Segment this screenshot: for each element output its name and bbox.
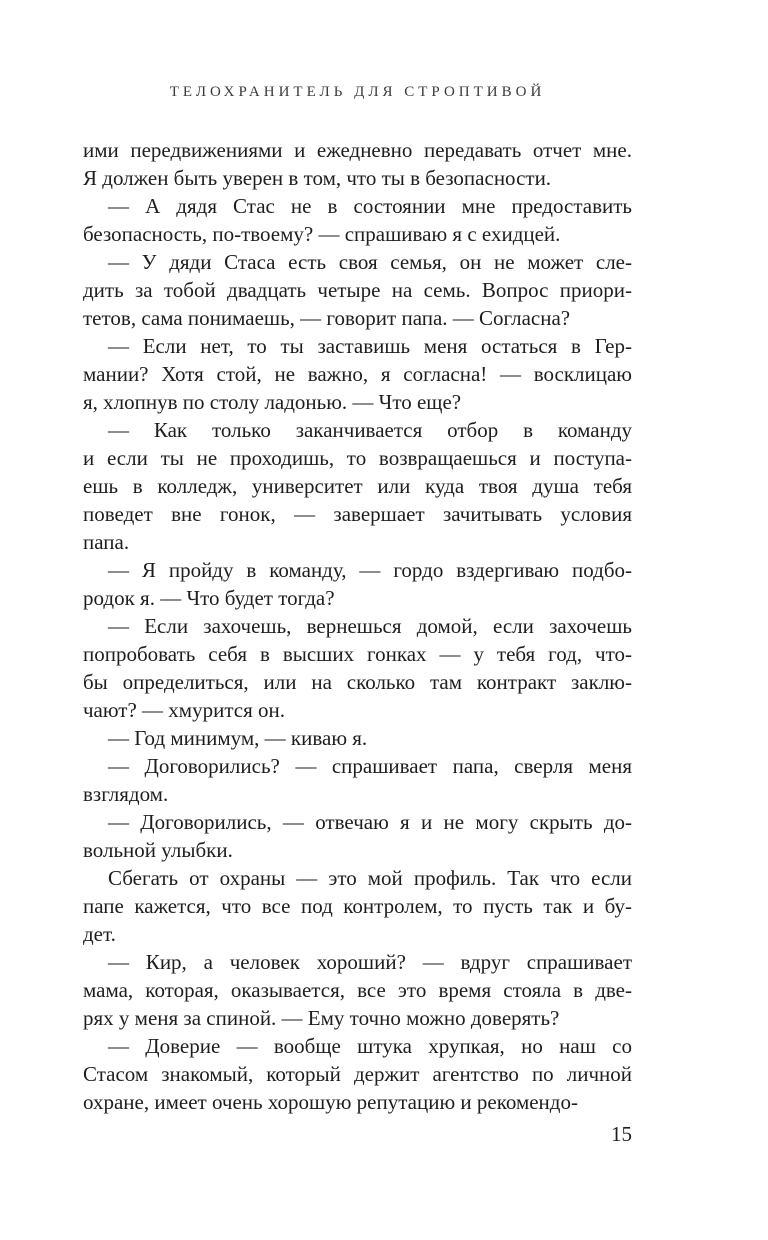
text-line: — Доверие — вообще штука хрупкая, но наш со (108, 1034, 632, 1058)
text-line: бы определиться, или на сколько там контракт заклю- (83, 670, 632, 694)
text-line: тетов, сама понимаешь, — говорит папа. — Согласна? (83, 306, 571, 330)
text-line: мании? Хотя стой, не важно, я согласна! — восклицаю (83, 362, 632, 386)
text-line: родок я. — Что будет тогда? (83, 586, 335, 610)
text-line: охране, имеет очень хорошую репутацию и рекомендо- (83, 1090, 578, 1114)
text-line: поведет вне гонок, — завершает зачитывать условия (83, 502, 632, 526)
text-line: папе кажется, что все под контролем, то пусть так и бу- (83, 894, 632, 918)
running-head: ТЕЛОХРАНИТЕЛЬ ДЛЯ СТРОПТИВОЙ (169, 84, 546, 100)
text-line: — Кир, а человек хороший? — вдруг спрашивает (108, 950, 632, 974)
text-line: дет. (83, 922, 116, 946)
page-number: 15 (611, 1122, 632, 1146)
text-line: безопасность, по-твоему? — спрашиваю я с ехидцей. (83, 222, 561, 246)
text-line: Я должен быть уверен в том, что ты в безопасности. (83, 166, 552, 190)
text-line: — Если нет, то ты заставишь меня остаться в Гер- (108, 334, 632, 358)
text-line: мама, которая, оказывается, все это время стояла в две- (83, 978, 632, 1002)
text-line: я, хлопнув по столу ладонью. — Что еще? (83, 390, 462, 414)
text-line: — А дядя Стас не в состоянии мне предоставить (108, 194, 632, 218)
page-body (83, 136, 632, 1116)
text-line: — Как только заканчивается отбор в команду (108, 418, 632, 442)
text-line: чают? — хмурится он. (83, 698, 285, 722)
text-line: и если ты не проходишь, то возвращаешься и поступа- (83, 446, 632, 470)
text-line: взглядом. (83, 782, 169, 806)
text-line: — У дяди Стаса есть своя семья, он не может сле- (108, 250, 632, 274)
text-line: — Договорились, — отвечаю я и не могу скрыть до- (108, 810, 632, 834)
text-line: — Я пройду в команду, — гордо вздергиваю подбо- (108, 558, 632, 582)
text-line: ими передвижениями и ежедневно передавать отчет мне. (83, 138, 632, 162)
text-line: папа. (83, 530, 130, 554)
text-line: вольной улыбки. (83, 838, 233, 862)
text-line: рях у меня за спиной. — Ему точно можно доверять? (83, 1006, 560, 1030)
text-line: — Год минимум, — киваю я. (108, 726, 368, 750)
text-line: ешь в колледж, университет или куда твоя душа тебя (83, 474, 632, 498)
text-line: Сбегать от охраны — это мой профиль. Так что если (108, 866, 632, 890)
text-line: попробовать себя в высших гонках — у тебя год, что- (83, 642, 632, 666)
text-line: — Договорились? — спрашивает папа, сверля меня (108, 754, 632, 778)
text-line: Стасом знакомый, который держит агентство по личной (83, 1062, 632, 1086)
text-line: — Если захочешь, вернешься домой, если захочешь (108, 614, 632, 638)
text-line: дить за тобой двадцать четыре на семь. Вопрос приори- (83, 278, 632, 302)
